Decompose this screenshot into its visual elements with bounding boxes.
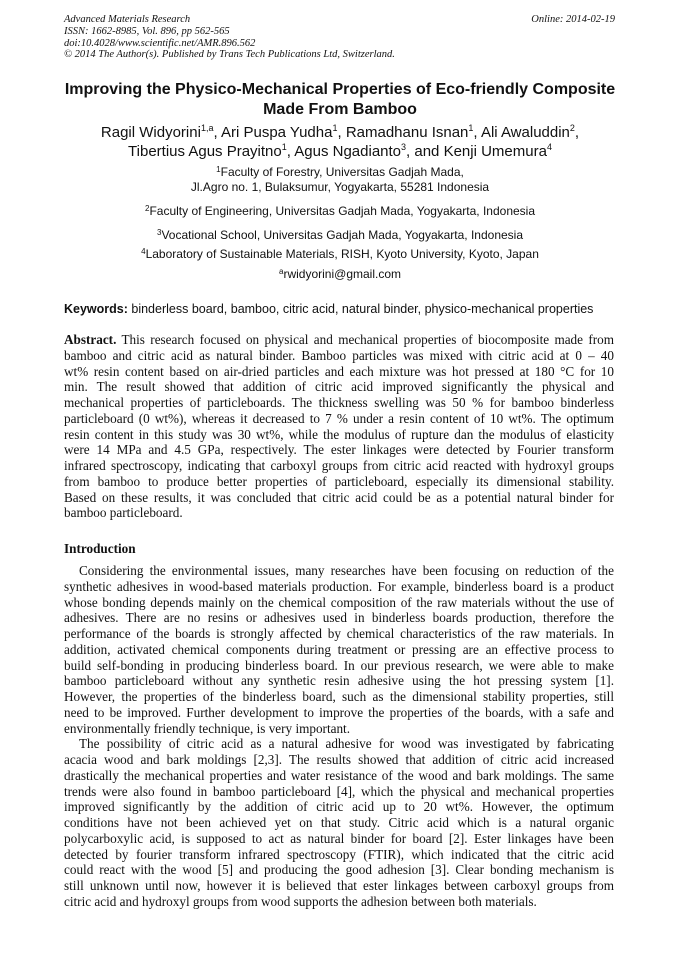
author: Ragil Widyorini xyxy=(100,124,201,141)
text-line: conditions have not been achieved yet on that study. Citric acid which is a natural organic xyxy=(64,815,614,830)
affiliation-1 xyxy=(30,165,650,195)
aff-text: Vocational School, Universitas Gadjah Mada, Yogyakarta, Indonesia xyxy=(161,228,524,242)
text-line: adhesives. There are no resins or adhesives used in binderless boards production, therefore the xyxy=(64,610,614,626)
aff-sup: 2 xyxy=(144,204,150,213)
text-line: infrared spectroscopy, indicating that carboxyl groups from citric acid reacted with hydroxyl groups xyxy=(64,458,614,473)
author: Agus Ngadianto xyxy=(294,143,402,160)
text-line: synthetic adhesives in wood-based materials production. For example, binderless board is a product xyxy=(64,578,614,594)
text-line: resin content in this study was 30 wt%, while the modulus of rupture dan the modulus of elasticity xyxy=(64,426,614,442)
abstract xyxy=(64,332,614,521)
journal-header xyxy=(64,14,615,61)
online-date: Online: 2014-02-19 xyxy=(531,14,615,25)
affiliation-2 xyxy=(30,204,650,219)
author-sup: 2 xyxy=(569,123,575,133)
text-line: could react with the wood [5] and producing the good adhesion [3]. Clear bonding mechanism is xyxy=(64,862,614,878)
text-line: min. The result showed that addition of citric acid improved significantly the physical and xyxy=(64,379,614,395)
email-link[interactable]: rwidyorini@gmail.com xyxy=(283,267,401,281)
journal-name: Advanced Materials Research xyxy=(64,14,191,25)
author-line xyxy=(30,142,650,161)
author-sup: 4 xyxy=(546,142,552,152)
copyright: © 2014 The Author(s). Published by Trans Tech Publications Ltd, Switzerland. xyxy=(64,49,395,61)
abstract-label: Abstract. xyxy=(64,332,117,347)
keywords-label: Keywords: xyxy=(64,302,128,316)
sep: , and xyxy=(406,143,444,160)
sep: , xyxy=(473,124,481,141)
text-line xyxy=(64,332,614,348)
title-line: Improving the Physico-Mechanical Properties of Eco-friendly Composite xyxy=(64,81,616,98)
author: Ali Awaluddin xyxy=(480,124,570,141)
text-line: wt% resin content based on air-dried particles and each mixture was hot pressed at 180 °C for 10 xyxy=(64,363,614,379)
aff-sup: 3 xyxy=(156,228,162,237)
author-sup: 3 xyxy=(401,142,407,152)
text-line: bamboo particleboard. xyxy=(64,505,183,521)
sep: , xyxy=(337,124,346,141)
keywords xyxy=(64,302,593,316)
author-sup: 1 xyxy=(468,123,474,133)
aff-sup: a xyxy=(279,267,284,276)
author-sup: 1 xyxy=(281,142,287,152)
author-sup: 1,a xyxy=(200,123,214,133)
text-line: from bamboo to produce better properties of particleboard, especially its dimensional stability. xyxy=(64,473,614,489)
text: This research focused on physical and mechanical properties of biocomposite made from xyxy=(116,332,614,347)
text-line: were 14 MPa and 4.5 GPa, respectively. The ester linkages were detected by Fourier transform xyxy=(64,442,614,458)
issn: ISSN: 1662-8985, Vol. 896, pp 562-565 xyxy=(64,25,230,37)
text-line: Based on these results, it was concluded that citric acid could be as a potential natural binder for xyxy=(64,489,614,505)
doi: doi:10.4028/www.scientific.net/AMR.896.562 xyxy=(64,37,256,49)
text-line: need to be improved. Further development to improve the properties of the boards, with a safe and xyxy=(64,704,614,720)
text-line: particleboard (0 wt%), whereas it decreased to 7 % under a resin content of 10 wt%. The optimum xyxy=(64,410,614,426)
text-line: performance of the boards is strongly affected by chemical characteristics of the raw materials. In xyxy=(64,626,614,641)
paragraph xyxy=(64,736,614,909)
text-line: citric acid and hydroxyl groups from wood supports the adhesion between both materials. xyxy=(64,893,537,909)
text-line: trends were also found in bamboo particleboard [4], which the physical and mechanical properties xyxy=(64,783,614,799)
keywords-text: binderless board, bamboo, citric acid, natural binder, physico-mechanical properties xyxy=(127,302,594,316)
corresponding-email xyxy=(30,267,650,282)
title-line: Made From Bamboo xyxy=(263,101,417,118)
sep: , xyxy=(574,124,580,141)
aff-text: Faculty of Engineering, Universitas Gadjah Mada, Yogyakarta, Indonesia xyxy=(149,204,536,218)
text-line: detected by fourier transform infrared spectroscopy (FTIR), which indicated that the citric acid xyxy=(64,846,614,862)
aff-text: Faculty of Forestry, Universitas Gadjah Mada, xyxy=(220,165,464,179)
author-sup: 1 xyxy=(332,123,338,133)
author: Tibertius Agus Prayitno xyxy=(128,143,282,160)
paragraph xyxy=(64,563,614,736)
affiliation-3 xyxy=(30,228,650,243)
text-line: bamboo particleboard without any synthetic resin adhesive using the hot pressing system [1]. xyxy=(64,673,614,689)
text-line: build self-bonding in producing binderless board. In our previous research, we were able to make xyxy=(64,657,614,673)
text-line: polycarboxylic acid, is supposed to act as natural binder for board [2]. Ester linkages have been xyxy=(64,830,614,846)
author: Ari Puspa Yudha xyxy=(220,124,333,141)
text-line: addition, activated chemical components during treatment or pressing are an effective process to xyxy=(64,641,614,657)
section-heading: Introduction xyxy=(64,541,136,556)
author: Ramadhanu Isnan xyxy=(345,124,469,141)
text-line: environmentally friendly technique, is very important. xyxy=(64,720,351,736)
text-line: improved significantly by the addition of citric acid up to 20 wt%. However, the optimum xyxy=(64,799,614,815)
author-list xyxy=(30,123,650,161)
sep: , xyxy=(213,124,221,141)
author-line xyxy=(30,123,650,142)
aff-sup: 1 xyxy=(216,165,221,174)
aff-sup: 4 xyxy=(141,247,146,256)
text-line: drastically the mechanical properties and water resistance of the wood and bark moldings. The same xyxy=(64,767,614,783)
text-line: bamboo and citric acid as natural binder. Bamboo particles was mixed with citric acid at 0 – 40 xyxy=(64,347,614,363)
text-line: Considering the environmental issues, many researches have been focusing on reduction of the xyxy=(79,563,614,578)
introduction-body xyxy=(64,563,614,910)
text-line: However, the properties of the binderless board, such as the dimensional stability properties, still xyxy=(64,689,614,704)
paper-title xyxy=(40,80,640,120)
text-line: whose bonding depends mainly on the chemical composition of the raw materials without the use of xyxy=(64,594,614,610)
text-line: The possibility of citric acid as a natural adhesive for wood was investigated by fabricating xyxy=(79,736,614,752)
aff-text: Laboratory of Sustainable Materials, RISH, Kyoto University, Kyoto, Japan xyxy=(145,247,539,261)
sep: , xyxy=(286,143,295,160)
text-line: mechanical properties of particleboards. The thickness swelling was 50 % for bamboo binderless xyxy=(64,395,614,410)
text-line: still unknown until now, however it is believed that ester linkages between carboxyl groups from xyxy=(64,878,614,893)
author: Kenji Umemura xyxy=(443,143,547,160)
affiliation-4 xyxy=(30,247,650,262)
text-line: acacia wood and bark moldings [2,3]. The results showed that addition of citric acid increased xyxy=(64,752,614,767)
aff-text: Jl.Agro no. 1, Bulaksumur, Yogyakarta, 55281 Indonesia xyxy=(190,180,490,194)
